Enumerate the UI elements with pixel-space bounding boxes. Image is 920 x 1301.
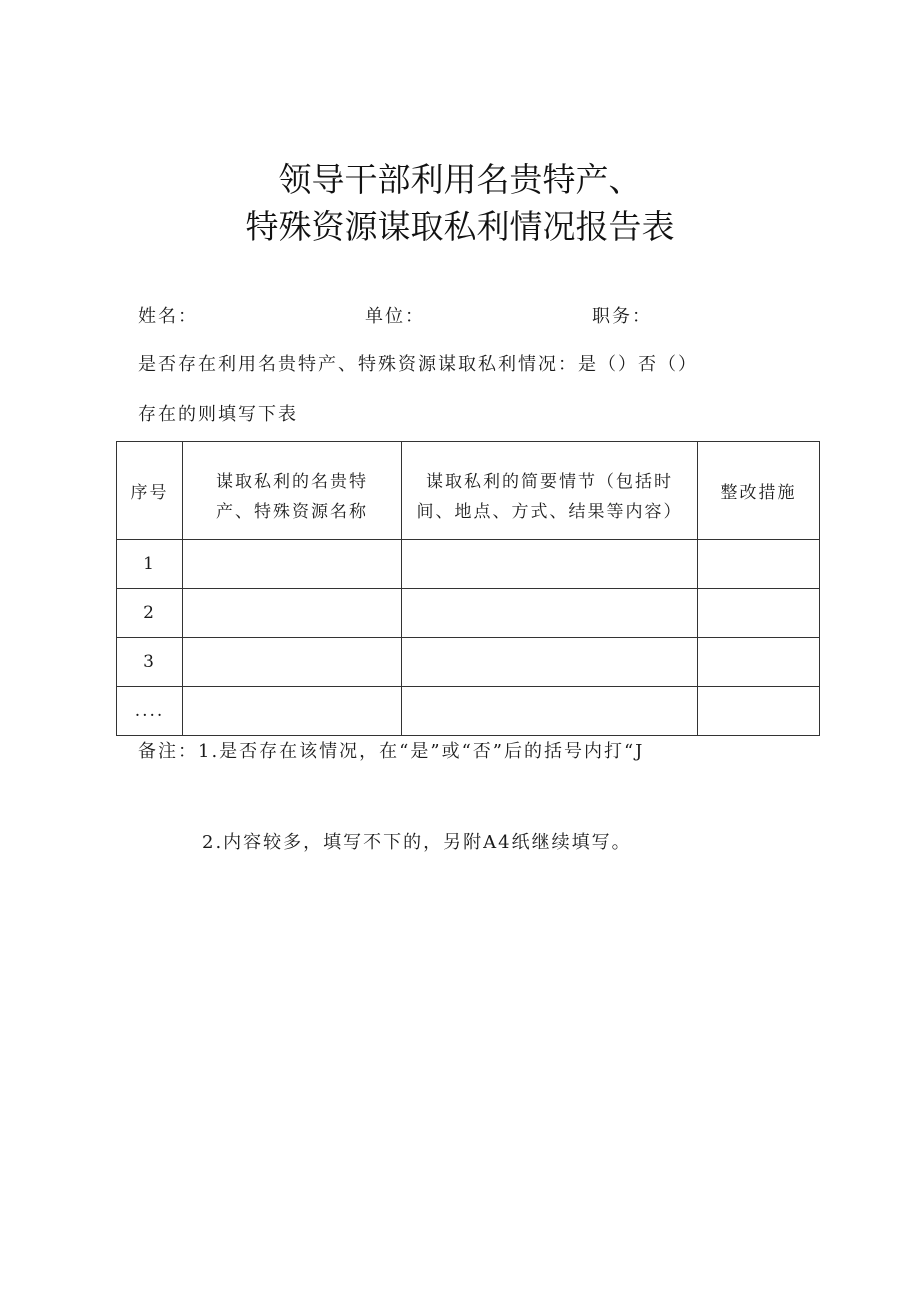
row-resource-name-cell[interactable] (183, 687, 402, 736)
row-measures-cell[interactable] (698, 638, 820, 687)
row-seq: 1 (117, 540, 183, 589)
row-resource-name-cell[interactable] (183, 589, 402, 638)
row-measures-cell[interactable] (698, 589, 820, 638)
row-measures-cell[interactable] (698, 540, 820, 589)
table-row (117, 687, 820, 736)
existence-question: 是否存在利用名贵特产、特殊资源谋取私利情况：是（）否（） (138, 354, 698, 375)
unit-field-label: 单位： (365, 306, 425, 327)
header-details: 谋取私利的简要情节（包括时 间、地点、方式、结果等内容） (402, 442, 698, 540)
header-resource-name: 谋取私利的名贵特 产、特殊资源名称 (183, 442, 402, 540)
name-field-label: 姓名： (138, 306, 198, 327)
report-table (116, 441, 820, 736)
row-seq: 3 (117, 638, 183, 687)
document-title-line1: 领导干部利用名贵特产、 (278, 160, 642, 199)
table-row (117, 589, 820, 638)
table-header-row (117, 442, 820, 540)
row-resource-name-cell[interactable] (183, 540, 402, 589)
row-resource-name-cell[interactable] (183, 638, 402, 687)
header-seq: 序号 (117, 442, 183, 540)
row-measures-cell[interactable] (698, 687, 820, 736)
row-details-cell[interactable] (402, 687, 698, 736)
fill-instruction: 存在的则填写下表 (138, 404, 298, 425)
note-1: 备注：1.是否存在该情况，在“是”或“否”后的括号内打“J (138, 741, 645, 762)
row-details-cell[interactable] (402, 540, 698, 589)
header-measures: 整改措施 (698, 442, 820, 540)
table-row (117, 540, 820, 589)
row-details-cell[interactable] (402, 589, 698, 638)
row-seq: 2 (117, 589, 183, 638)
row-seq: .... (117, 687, 183, 736)
table-row (117, 638, 820, 687)
note-2: 2.内容较多，填写不下的，另附A4纸继续填写。 (202, 832, 632, 853)
row-details-cell[interactable] (402, 638, 698, 687)
document-title-line2: 特殊资源谋取私利情况报告表 (245, 207, 675, 246)
position-field-label: 职务： (592, 306, 652, 327)
